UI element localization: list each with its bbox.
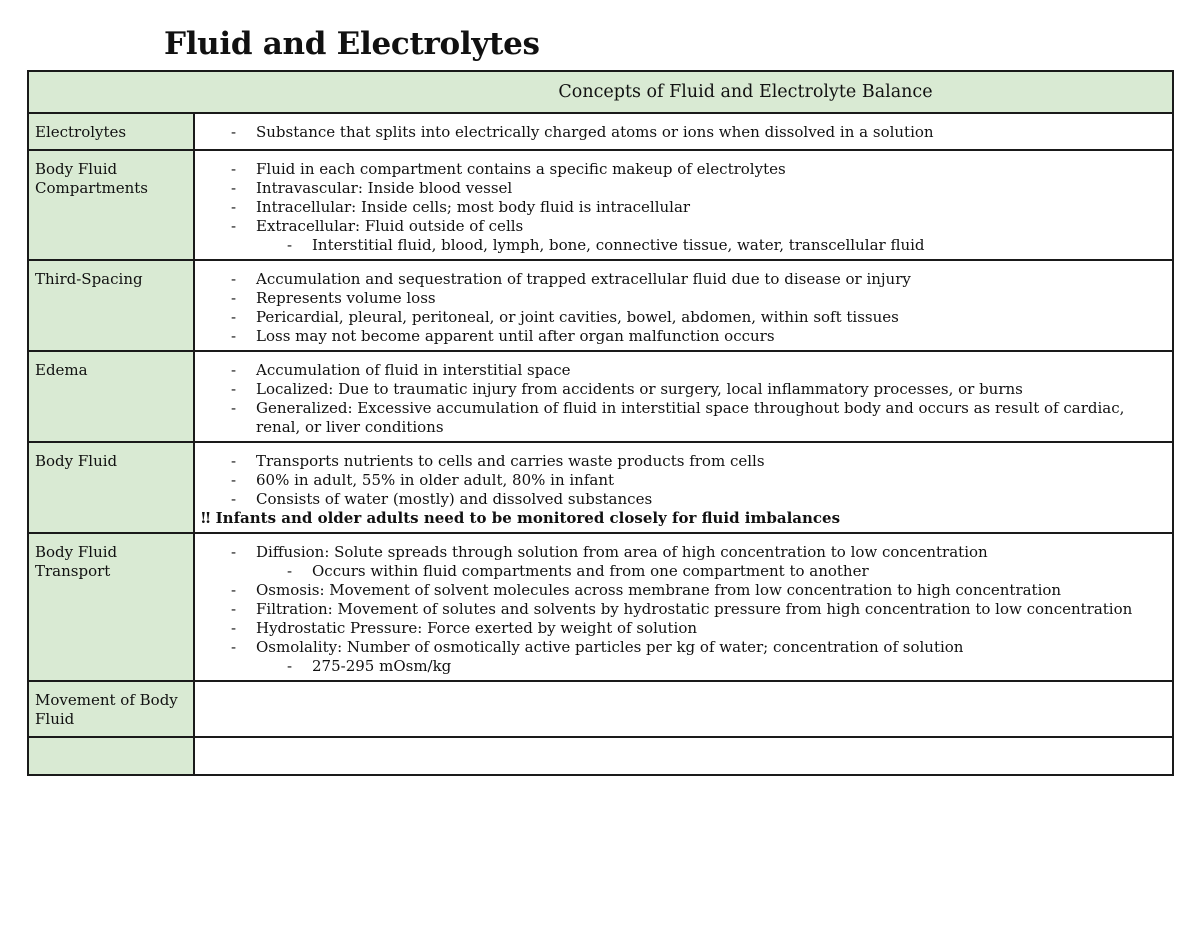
bullet-list xyxy=(195,361,1164,437)
table-row xyxy=(28,260,1173,351)
row-content xyxy=(194,737,1173,775)
list-item: - Transports nutrients to cells and carries waste products from cells xyxy=(195,452,1164,471)
table-row xyxy=(28,737,1173,775)
row-label: Body Fluid Compartments xyxy=(28,150,194,260)
list-item: - Intracellular: Inside cells; most body fluid is intracellular xyxy=(195,198,1164,217)
table-header: Concepts of Fluid and Electrolyte Balance xyxy=(28,71,1173,113)
row-content xyxy=(194,150,1173,260)
table-row xyxy=(28,442,1173,533)
row-content xyxy=(194,260,1173,351)
row-content xyxy=(194,442,1173,533)
row-label: Third-Spacing xyxy=(28,260,194,351)
list-item: - Substance that splits into electrically charged atoms or ions when dissolved in a solution xyxy=(195,123,1164,142)
list-item: - Accumulation of fluid in interstitial space xyxy=(195,361,1164,380)
list-item: - Localized: Due to traumatic injury from accidents or surgery, local inflammatory processes, or burns xyxy=(195,380,1164,399)
bullet-list xyxy=(195,270,1164,346)
list-item: - Extracellular: Fluid outside of cells xyxy=(195,217,1164,236)
bullet-list xyxy=(195,160,1164,255)
list-item: - 60% in adult, 55% in older adult, 80% in infant xyxy=(195,471,1164,490)
list-item: - Interstitial fluid, blood, lymph, bone, connective tissue, water, transcellular fluid xyxy=(195,236,1164,255)
bullet-list xyxy=(195,452,1164,509)
list-item: - Diffusion: Solute spreads through solution from area of high concentration to low concentration xyxy=(195,543,1164,562)
row-content xyxy=(194,681,1173,737)
list-item: - Generalized: Excessive accumulation of fluid in interstitial space throughout body and occurs as result of cardiac, renal, or liver conditions xyxy=(195,399,1164,437)
list-item: - Intravascular: Inside blood vessel xyxy=(195,179,1164,198)
row-label: Body Fluid xyxy=(28,442,194,533)
bullet-list xyxy=(195,123,1164,142)
list-item: - Accumulation and sequestration of trapped extracellular fluid due to disease or injury xyxy=(195,270,1164,289)
row-label xyxy=(28,737,194,775)
bullet-list xyxy=(195,543,1164,676)
list-item: - Pericardial, pleural, peritoneal, or joint cavities, bowel, abdomen, within soft tissues xyxy=(195,308,1164,327)
list-item: - Hydrostatic Pressure: Force exerted by weight of solution xyxy=(195,619,1164,638)
list-item: - Loss may not become apparent until after organ malfunction occurs xyxy=(195,327,1164,346)
table-header-row xyxy=(28,71,1173,113)
table-row xyxy=(28,150,1173,260)
table-row xyxy=(28,681,1173,737)
list-item: - Consists of water (mostly) and dissolved substances xyxy=(195,490,1164,509)
list-item: - 275-295 mOsm/kg xyxy=(195,657,1164,676)
table-row xyxy=(28,113,1173,150)
list-item: - Osmosis: Movement of solvent molecules across membrane from low concentration to high concentration xyxy=(195,581,1164,600)
row-label: Electrolytes xyxy=(28,113,194,150)
row-content xyxy=(194,113,1173,150)
row-content xyxy=(194,533,1173,681)
table-row xyxy=(28,533,1173,681)
warning-note: ‼ Infants and older adults need to be monitored closely for fluid imbalances xyxy=(201,509,841,527)
row-label: Body Fluid Transport xyxy=(28,533,194,681)
page-title: Fluid and Electrolytes xyxy=(164,26,540,62)
list-item: - Represents volume loss xyxy=(195,289,1164,308)
table-row xyxy=(28,351,1173,442)
list-item: - Fluid in each compartment contains a specific makeup of electrolytes xyxy=(195,160,1164,179)
notes-table xyxy=(27,70,1174,776)
list-item: - Filtration: Movement of solutes and solvents by hydrostatic pressure from high concentration to low concentration xyxy=(195,600,1164,619)
row-content xyxy=(194,351,1173,442)
row-label: Movement of Body Fluid xyxy=(28,681,194,737)
row-label: Edema xyxy=(28,351,194,442)
list-item: - Osmolality: Number of osmotically active particles per kg of water; concentration of solution xyxy=(195,638,1164,657)
list-item: - Occurs within fluid compartments and from one compartment to another xyxy=(195,562,1164,581)
